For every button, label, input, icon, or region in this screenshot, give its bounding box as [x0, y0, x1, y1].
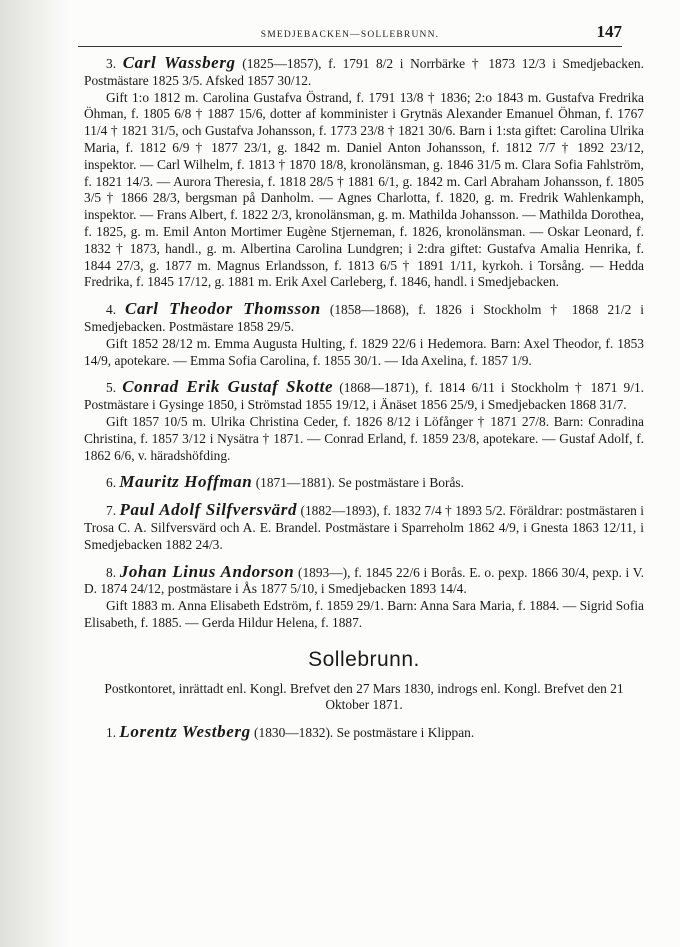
section-entry-1: [84, 724, 644, 742]
entry-text: (1868—1871), f. 1814 6/11 i Stockholm † 1871 9/1. Postmästare i Gysinge 1850, i Strömstad 1855 19/12, i Änäset 1856 25/9, i Smedjebacken 1868 31/7.: [84, 380, 644, 413]
entry-text: (1825—1857), f. 1791 8/2 i Norrbärke † 1873 12/3 i Smedjebacken. Postmästare 1825 3/5. Afsked 1857 30/12.: [84, 56, 644, 88]
entry-text: (1882—1893), f. 1832 7/4 † 1893 5/2. Föräldrar: postmästaren i Trosa C. A. Silfversvärd och A. E. Brandel. Postmästare i Sparreholm 1862 4/9, i Gnesta 1863 12/11, i Smedjebacken 1882 24/3.: [84, 503, 645, 552]
scan-edge-shadow: [0, 0, 70, 947]
entry-name: Mauritz Hoffman: [119, 472, 253, 492]
entry-paragraph: [84, 474, 644, 492]
entry-number: 1.: [106, 725, 117, 741]
entry-name: Paul Adolf Silfversvärd: [119, 500, 298, 520]
entry-4: [84, 301, 644, 369]
entry-number: 8.: [106, 564, 117, 580]
entry-number: 3.: [106, 56, 117, 71]
entry-6: [84, 474, 644, 492]
entry-paragraph: Gift 1852 28/12 m. Emma Augusta Hulting, f. 1829 22/6 i Hedemora. Barn: Axel Theodor, f. 1853 14/9, apotekare. — Emma Sofia Carolina, f. 1855 30/1. — Ida Axelina, f. 1857 1/9.: [84, 335, 644, 368]
entry-text: (1871—1881). Se postmästare i Borås.: [255, 475, 464, 491]
entry-paragraph: Gift 1857 10/5 m. Ulrika Christina Ceder, f. 1826 8/12 i Löfånger † 1871 27/8. Barn: Conradina Christina, f. 1857 3/12 i Nysätra † 1871. — Conrad Erland, f. 1859 23/8, apotekare. — Gustaf Adolf, f. 1862 6/6, v. häradshöfding.: [84, 413, 644, 463]
entry-number: 7.: [106, 503, 117, 519]
running-head: SMEDJEBACKEN—SOLLEBRUNN.: [260, 30, 440, 40]
section-title: Sollebrunn.: [308, 647, 420, 671]
page-number: 147: [596, 22, 622, 41]
entry-paragraph: Gift 1883 m. Anna Elisabeth Edström, f. 1859 29/1. Barn: Anna Sara Maria, f. 1884. — Sigrid Sofia Elisabeth, f. 1885. — Gerda Hildur Helena, f. 1887.: [84, 598, 644, 630]
entry-5: [84, 379, 644, 464]
entry-number: 4.: [106, 302, 117, 318]
entry-name: Conrad Erik Gustaf Skotte: [122, 377, 334, 397]
entry-paragraph: [84, 724, 644, 742]
entry-paragraph: [84, 301, 644, 336]
entry-7: [84, 502, 644, 553]
entry-paragraph: [84, 502, 644, 553]
entry-number: 5.: [106, 380, 117, 396]
entry-name: Carl Theodor Thomsson: [125, 299, 321, 319]
entry-paragraph: [84, 55, 644, 90]
entry-name: Lorentz Westberg: [119, 722, 251, 742]
entry-text: (1858—1868), f. 1826 i Stockholm † 1868 21/2 i Smedjebacken. Postmästare 1858 29/5.: [84, 302, 644, 334]
entry-3: [84, 55, 644, 291]
entry-paragraph: [84, 379, 644, 414]
page-header: [78, 22, 622, 47]
entry-name: Johan Linus Andorson: [119, 561, 295, 581]
entry-text: (1893—), f. 1845 22/6 i Borås. E. o. pexp. 1866 30/4, pexp. i V. D. 1874 24/12, postmästare i Ås 1877 5/10, i Smedjebacken 1893 14/4.: [84, 564, 644, 597]
entry-text: (1830—1832). Se postmästare i Klippan.: [254, 725, 475, 741]
entry-paragraph: [84, 561, 644, 599]
entry-8: [84, 561, 644, 632]
entry-number: 6.: [106, 475, 117, 491]
entry-paragraph: Gift 1:o 1812 m. Carolina Gustafva Östrand, f. 1791 13/8 † 1836; 2:o 1843 m. Gustafva Fredrika Öhman, f. 1805 6/8 † 1887 15/6, dotter af komminister i Grytnäs Alexander Emanuel Öhman, f. 1767 11/4 † 1821 31/5, och Gustafva Johansson, f. 1773 23/8 † 1821 30/6. Barn i 1:sta giftet: Carolina Ulrika Maria, f. 1812 6/9 † 1877 23/1, g. 1842 m. Daniel Anton Johansson, f. 1812 7/7 † 1892 23/12, inspektor. — Carl Wilhelm, f. 1813 † 1870 18/8, kronolänsman, g. 1846 31/5 m. Clara Sofia Fahlström, f. 1821 14/3. — Aurora Theresia, f. 1818 28/5 † 1881 6/1, g. 1842 m. Carl Abraham Johansson, f. 1805 3/5 † 1866 28/3, bergsman på Danholm. — Agnes Charlotta, f. 1820, g. m. Fredrik Wahlenkamph, inspektor. — Frans Albert, f. 1822 2/3, kronolänsman, g. m. Mathilda Johansson. — Mathilda Dorothea, f. 1825, g. m. Emil Anton Mortimer Eugène Stjerneman, f. 1826, kronolänsman. — Oskar Leonard, f. 1832 † 1873, handl., g. m. Albertina Carolina Lundgren; i 2:dra giftet: Gustafva Amalia Henrika, f. 1844 27/3, g. 1877 m. Magnus Erlandsson, f. 1813 6/5 † 1891 1/11, kyrkoh. i Torsång. — Hedda Fredrika, f. 1845 17/12, g. 1881 m. Erik Axel Carleberg, f. 1846, handl. i Smedjebacken.: [84, 89, 644, 290]
section-intro: Postkontoret, inrättadt enl. Kongl. Brefvet den 27 Mars 1830, indrogs enl. Kongl. Brefvet den 21 Oktober 1871.: [104, 680, 624, 713]
entry-name: Carl Wassberg: [122, 53, 236, 72]
page-body: [84, 55, 644, 752]
